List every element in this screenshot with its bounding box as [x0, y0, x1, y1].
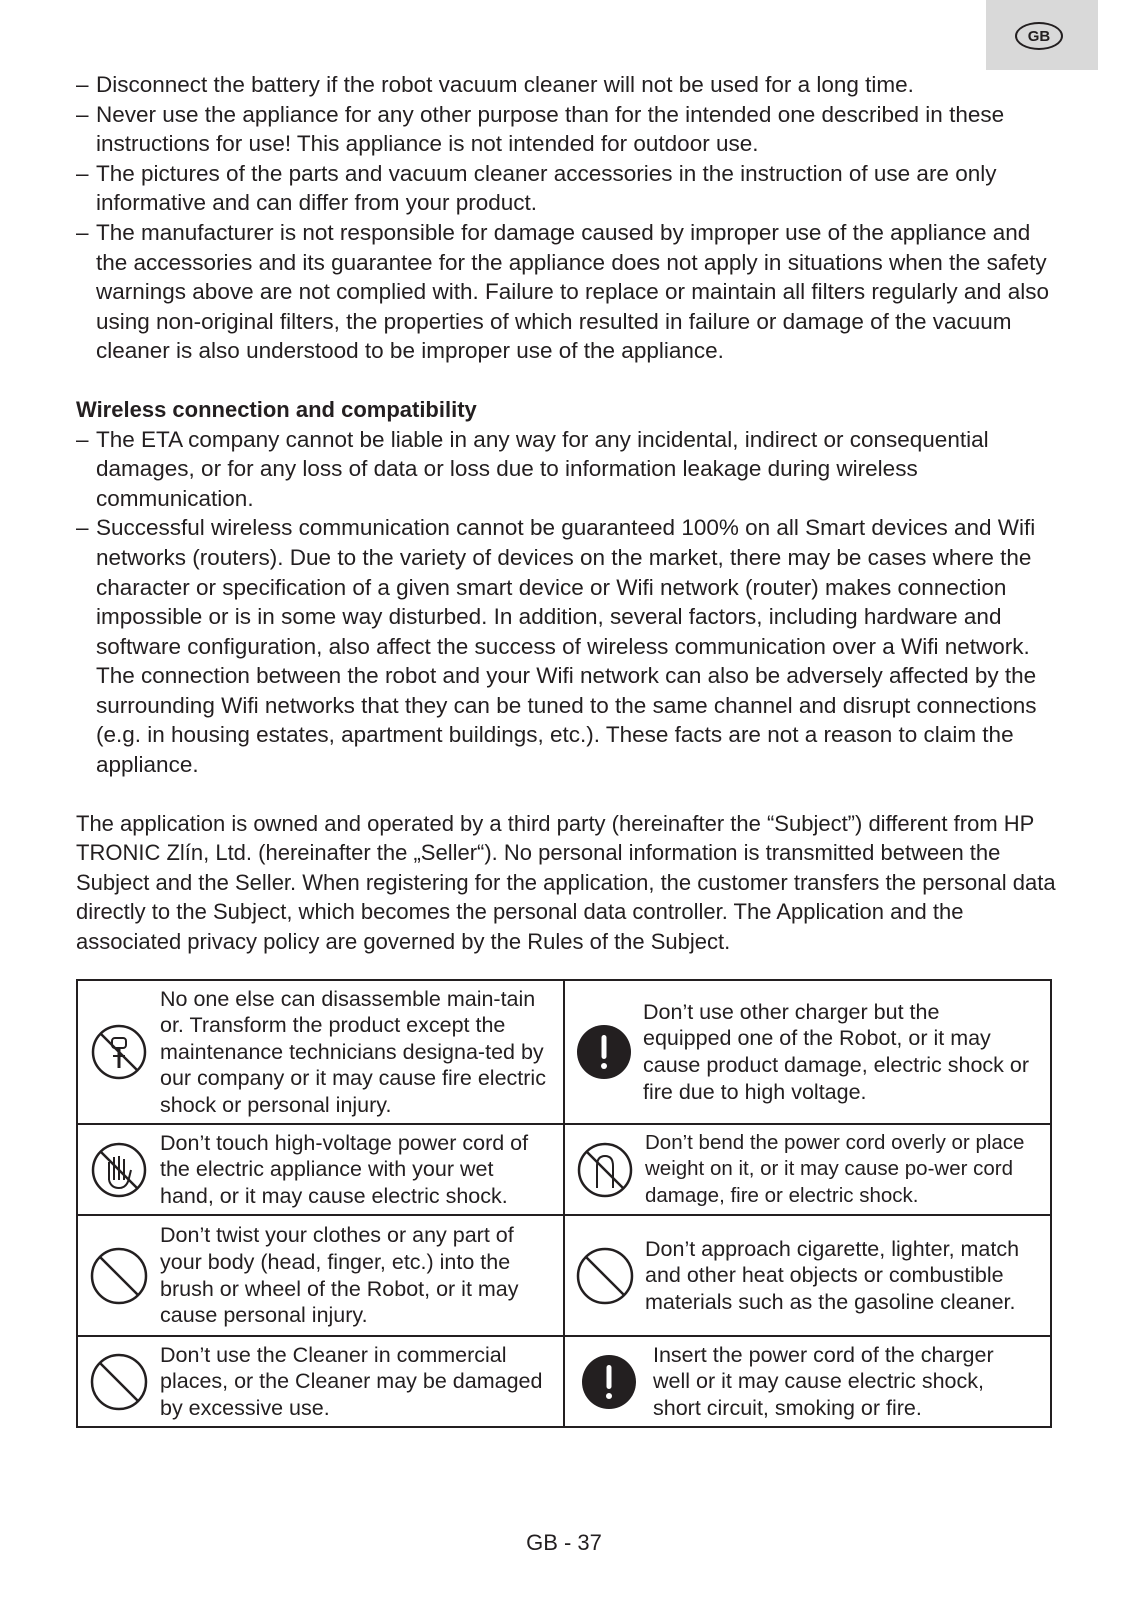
prohibition-icon	[78, 1246, 160, 1306]
warning-cell	[564, 1215, 1051, 1336]
page-number: GB - 37	[526, 1530, 602, 1555]
exclamation-icon	[565, 1024, 643, 1080]
bullet-text: The ETA company cannot be liable in any way for any incidental, indirect or consequential damages, or for any loss of data or loss due to information leakage during wireless communication.	[96, 426, 989, 511]
bullet-text: The manufacturer is not responsible for damage caused by improper use of the appliance and the accessories and its guarantee for the appliance does not apply in situations when the safety warnings above are not complied with. Failure to replace or maintain all filters regularly and also using non-original filters, the properties of which resulted in failure or damage of the vacuum cleaner is also understood to be improper use of the appliance.	[96, 219, 1049, 364]
language-badge: GB	[1015, 22, 1063, 50]
warning-cell	[564, 1336, 1051, 1427]
section-heading: Wireless connection and compatibility	[76, 396, 477, 422]
warning-cell	[77, 1215, 564, 1336]
warning-cell	[77, 1336, 564, 1427]
no-wet-hand-icon	[78, 1140, 160, 1200]
page-content	[76, 70, 1056, 957]
warning-text: Don’t use the Cleaner in commercial places, or the Cleaner may be damaged by excessive use.	[160, 1342, 543, 1420]
warning-text: Don’t bend the power cord overly or place weight on it, or it may cause po-wer cord damage, fire or electric shock.	[645, 1130, 1025, 1207]
warning-cell	[77, 1124, 564, 1215]
warning-text: Don’t use other charger but the equipped one of the Robot, or it may cause product damage, electric shock or fire due to high voltage.	[643, 999, 1030, 1104]
list-item: – The manufacturer is not responsible for damage caused by improper use of the appliance and the accessories and its guarantee for the appliance does not apply in situations when the safety warnings above are not complied with. Failure to replace or maintain all filters regularly and also using non-original filters, the properties of which resulted in failure or damage of the vacuum cleaner is also understood to be improper use of the appliance.	[76, 219, 1049, 364]
table-row	[77, 1215, 1051, 1336]
list-item: – Disconnect the battery if the robot vacuum cleaner will not be used for a long time.	[76, 72, 914, 97]
bullet-text: Successful wireless communication cannot be guaranteed 100% on all Smart devices and Wifi networks (routers). Due to the variety of devices on the market, there may be cases where the character or specification of a given smart device or Wifi network (router) makes connection impossible or is in some way disturbed. In addition, several factors, including hardware and software configuration, also affect the success of wireless communication over a Wifi network. The connection between the robot and your Wifi network can also be adversely affected by the surrounding Wifi networks that they can be tuned to the same channel and disrupt connections (e.g. in housing estates, apartment buildings, etc.). These facts are not a reason to claim the appliance.	[96, 515, 1037, 778]
bullet-text: The pictures of the parts and vacuum cleaner accessories in the instruction of use are only informative and can differ from your product.	[96, 160, 997, 216]
list-item: – Successful wireless communication cannot be guaranteed 100% on all Smart devices and Wifi networks (routers). Due to the variety of devices on the market, there may be cases where the character or specification of a given smart device or Wifi network (router) makes connection impossible or is in some way disturbed. In addition, several factors, including hardware and software configuration, also affect the success of wireless communication over a Wifi network. The connection between the robot and your Wifi network can also be adversely affected by the surrounding Wifi networks that they can be tuned to the same channel and disrupt connections (e.g. in housing estates, apartment buildings, etc.). These facts are not a reason to claim the appliance.	[76, 515, 1037, 778]
warning-cell	[564, 980, 1051, 1124]
no-disassembly-icon	[78, 1022, 160, 1082]
warning-cell	[564, 1124, 1051, 1215]
list-item: – Never use the appliance for any other purpose than for the intended one described in these instructions for use! This appliance is not intended for outdoor use.	[76, 101, 1005, 157]
warning-text: Don’t approach cigarette, lighter, match and other heat objects or combustible materials such as the gasoline cleaner.	[645, 1236, 1020, 1314]
warning-cell	[77, 980, 564, 1124]
safety-bullet-list	[76, 70, 1056, 366]
warning-text: Don’t twist your clothes or any part of your body (head, finger, etc.) into the brush or wheel of the Robot, or it may cause personal injury.	[160, 1223, 519, 1328]
language-tab	[986, 0, 1098, 70]
warnings-table	[76, 979, 1052, 1428]
list-item: – The ETA company cannot be liable in any way for any incidental, indirect or consequential damages, or for any loss of data or loss due to information leakage during wireless communication.	[76, 426, 989, 511]
bullet-text: Disconnect the battery if the robot vacuum cleaner will not be used for a long time.	[96, 72, 914, 97]
warning-text: Insert the power cord of the charger well or it may cause electric shock, short circuit, smoking or fire.	[653, 1342, 994, 1420]
wireless-bullet-list	[76, 425, 1056, 780]
exclamation-icon	[565, 1354, 653, 1410]
warning-text: Don’t touch high-voltage power cord of the electric appliance with your wet hand, or it may cause electric shock.	[160, 1130, 529, 1208]
prohibition-icon	[78, 1352, 160, 1412]
list-item: – The pictures of the parts and vacuum cleaner accessories in the instruction of use are only informative and can differ from your product.	[76, 160, 997, 216]
table-row	[77, 980, 1051, 1124]
bullet-text: Never use the appliance for any other purpose than for the intended one described in these instructions for use! This appliance is not intended for outdoor use.	[96, 101, 1005, 157]
privacy-paragraph: The application is owned and operated by a third party (hereinafter the “Subject”) different from HP TRONIC Zlín, Ltd. (hereinafter the „Seller“). No personal information is transmitted between the Subject and the Seller. When registering for the application, the customer transfers the personal data directly to the Subject, which becomes the personal data controller. The Application and the associated privacy policy are governed by the Rules of the Subject.	[76, 810, 1056, 955]
no-bend-cord-icon	[565, 1140, 645, 1200]
table-row	[77, 1124, 1051, 1215]
table-row	[77, 1336, 1051, 1427]
prohibition-icon	[565, 1246, 645, 1306]
warning-text: No one else can disassemble main-tain or. Transform the product except the maintenance technicians designa-ted by our company or it may cause fire electric shock or personal injury.	[160, 986, 546, 1117]
